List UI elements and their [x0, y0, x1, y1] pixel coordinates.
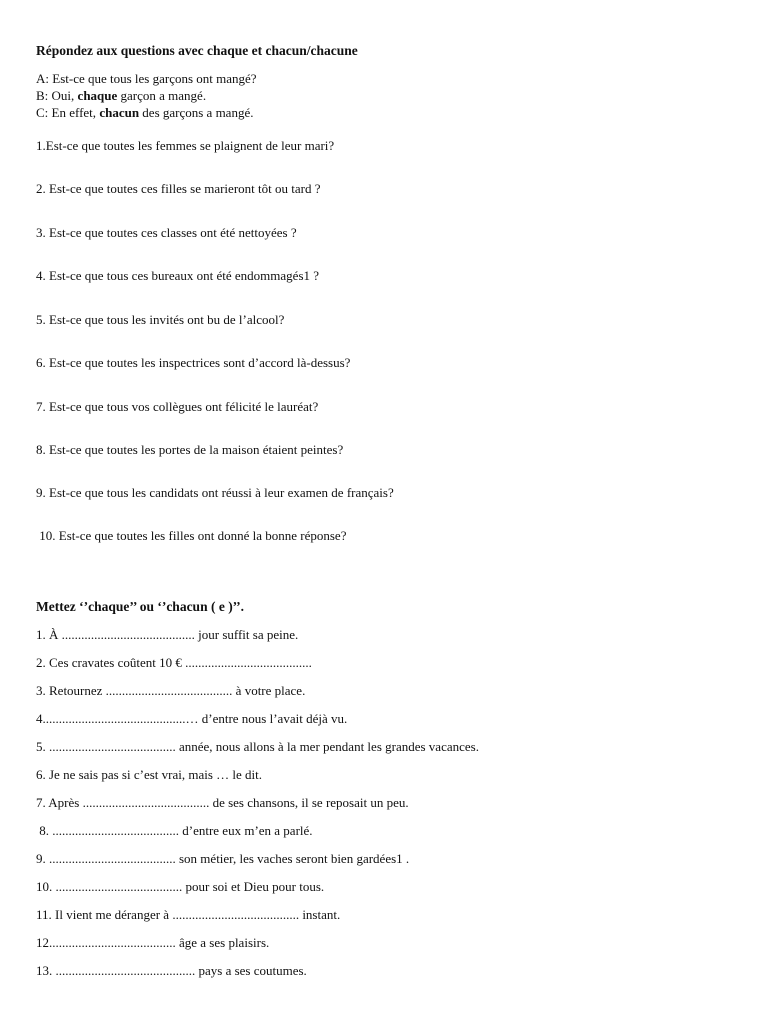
- question-3: 3. Est-ce que toutes ces classes ont été nettoyées ?: [36, 225, 297, 240]
- fill-item-3: 3. Retournez ....................................... à votre place.: [36, 683, 306, 698]
- example-line-b: [36, 88, 206, 104]
- fill-item-2: 2. Ces cravates coûtent 10 € .......................................: [36, 655, 312, 670]
- fill-item-13: 13. ........................................... pays a ses coutumes.: [36, 963, 307, 978]
- fill-item-6: 6. Je ne sais pas si c’est vrai, mais … le dit.: [36, 767, 263, 782]
- fill-item-11: 11. Il vient me déranger à ....................................... instant.: [36, 907, 341, 922]
- example-line-c: [36, 105, 253, 121]
- question-8: 8. Est-ce que toutes les portes de la maison étaient peintes?: [36, 442, 344, 457]
- fill-item-4: 4............................................… d’entre nous l’avait déjà vu.: [36, 711, 348, 726]
- fill-item-5: 5. ....................................... année, nous allons à la mer pendant les grandes vacances.: [36, 739, 479, 754]
- fill-item-7: 7. Après ....................................... de ses chansons, il se reposait un peu.: [36, 795, 409, 810]
- example-c-prefix: C: En effet,: [36, 105, 100, 120]
- example-b-prefix: B: Oui,: [36, 88, 78, 103]
- question-7: 7. Est-ce que tous vos collègues ont félicité le lauréat?: [36, 399, 319, 414]
- question-5: 5. Est-ce que tous les invités ont bu de l’alcool?: [36, 312, 285, 327]
- example-line-a: A: Est-ce que tous les garçons ont mangé?: [36, 71, 257, 86]
- fill-item-12: 12....................................... âge a ses plaisirs.: [36, 935, 270, 950]
- question-2: 2. Est-ce que toutes ces filles se marieront tôt ou tard ?: [36, 181, 321, 196]
- section1-title: Répondez aux questions avec chaque et chacun/chacune: [36, 43, 358, 58]
- example-b-suffix: garçon a mangé.: [117, 88, 207, 103]
- question-6: 6. Est-ce que toutes les inspectrices sont d’accord là-dessus?: [36, 355, 351, 370]
- question-4: 4. Est-ce que tous ces bureaux ont été endommagés1 ?: [36, 268, 320, 283]
- question-10: 10. Est-ce que toutes les filles ont donné la bonne réponse?: [36, 528, 347, 543]
- fill-item-1: 1. À ......................................... jour suffit sa peine.: [36, 627, 299, 642]
- example-c-bold: chacun: [99, 105, 140, 120]
- section2-title: Mettez ‘’chaque’’ ou ‘’chacun ( e )’’.: [36, 599, 245, 614]
- fill-item-9: 9. ....................................... son métier, les vaches seront bien gardées1 .: [36, 851, 410, 866]
- fill-item-8: 8. ....................................... d’entre eux m’en a parlé.: [36, 823, 313, 838]
- question-1: 1.Est-ce que toutes les femmes se plaignent de leur mari?: [36, 138, 335, 153]
- fill-item-10: 10. ....................................... pour soi et Dieu pour tous.: [36, 879, 325, 894]
- example-c-suffix: des garçons a mangé.: [139, 105, 254, 120]
- question-9: 9. Est-ce que tous les candidats ont réussi à leur examen de français?: [36, 485, 394, 500]
- example-b-bold: chaque: [77, 88, 118, 103]
